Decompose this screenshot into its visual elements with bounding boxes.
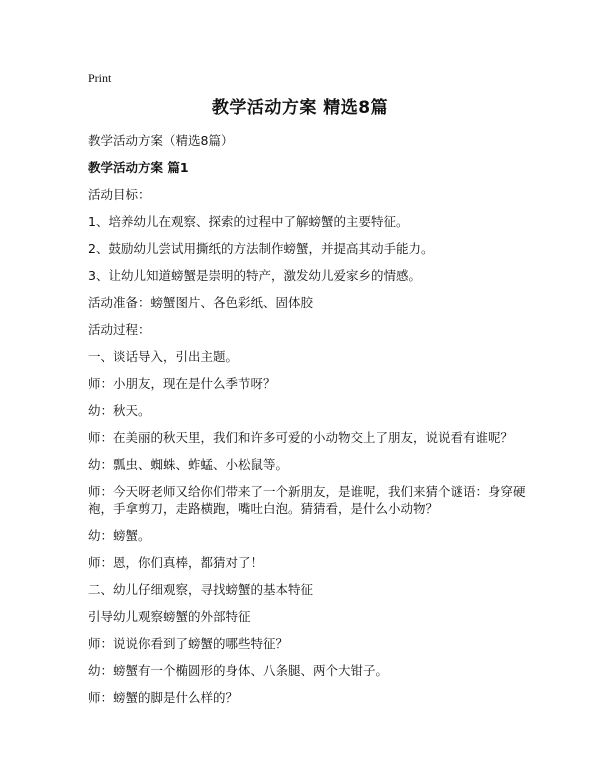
- paragraph: 师：在美丽的秋天里，我们和许多可爱的小动物交上了朋友，说说看有谁呢？: [88, 430, 514, 445]
- paragraph: 师：恩，你们真棒，都猜对了！: [88, 555, 264, 570]
- paragraph: 师：小朋友，现在是什么季节呀？: [88, 376, 276, 391]
- paragraph: 活动目标：: [88, 187, 151, 202]
- section-heading: 教学活动方案 篇1: [88, 160, 189, 175]
- paragraph: 师：今天呀老师又给你们带来了一个新朋友，是谁呢，我们来猜个谜语：身穿硬袍，手拿剪刀，走路横跑，嘴吐白泡。猜猜看，是什么小动物？: [88, 484, 526, 516]
- paragraph: 幼：秋天。: [88, 403, 151, 418]
- document-body: [88, 132, 528, 716]
- paragraph: 引导幼儿观察螃蟹的外部特征: [88, 609, 251, 624]
- paragraph: 1、培养幼儿在观察、探索的过程中了解螃蟹的主要特征。: [88, 214, 409, 229]
- paragraph: 幼：瓢虫、蜘蛛、蚱蜢、小松鼠等。: [88, 457, 289, 472]
- paragraph: 2、鼓励幼儿尝试用撕纸的方法制作螃蟹，并提高其动手能力。: [88, 241, 434, 256]
- paragraph: 幼：螃蟹。: [88, 528, 151, 543]
- paragraph: 师：说说你看到了螃蟹的哪些特征？: [88, 636, 289, 651]
- document-title: 教学活动方案 精选8篇: [211, 98, 389, 118]
- print-label: Print: [88, 71, 112, 85]
- paragraph: 二、幼儿仔细观察，寻找螃蟹的基本特征: [88, 582, 314, 597]
- subtitle-line: 教学活动方案（精选8篇）: [88, 133, 234, 148]
- paragraph: 一、谈话导入，引出主题。: [88, 349, 239, 364]
- paragraph: 3、让幼儿知道螃蟹是崇明的特产，激发幼儿爱家乡的情感。: [88, 268, 421, 283]
- paragraph: 活动过程：: [88, 322, 151, 337]
- paragraph: 师：螃蟹的脚是什么样的？: [88, 690, 239, 705]
- paragraph: 幼：螃蟹有一个椭圆形的身体、八条腿、两个大钳子。: [88, 663, 389, 678]
- paragraph: 活动准备：螃蟹图片、各色彩纸、固体胶: [88, 295, 314, 310]
